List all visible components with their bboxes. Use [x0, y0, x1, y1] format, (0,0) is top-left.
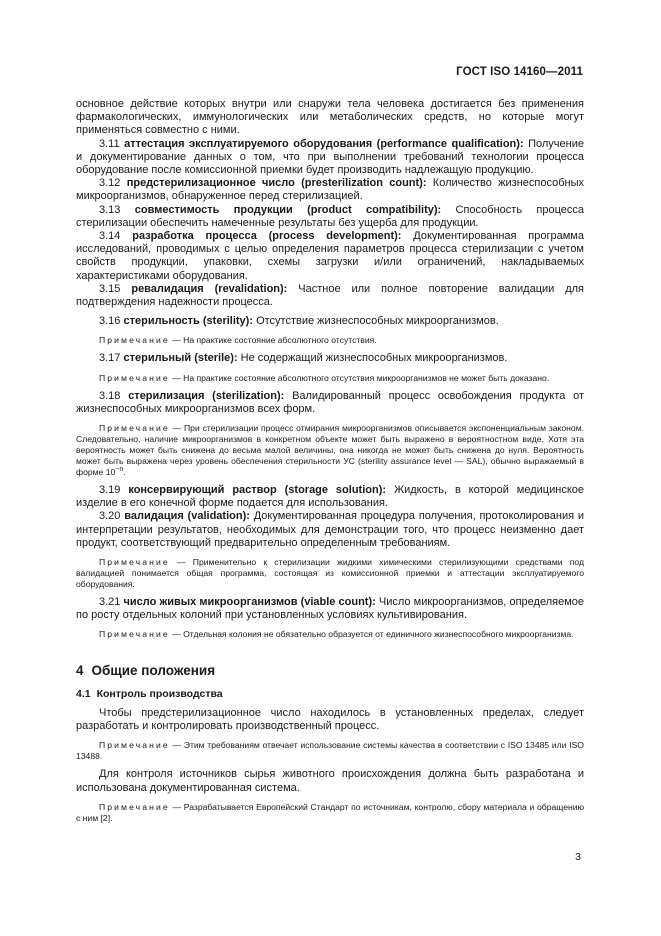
note-3-16: Примечание — На практике состояние абсолютного отсутствия.: [99, 335, 377, 346]
paragraph-4-1-a: Чтобы предстерилизационное число находилось в установленных пределах, следует разработать и контролировать производственный процесс.: [76, 706, 584, 733]
term-3-11: 3.11 аттестация эксплуатируемого оборудования (performance qualification): Получение и документирование данных о том, что при выполнении требований технологии процесса оборудование после комиссионной приемки будет производить надлежащую продукцию.: [76, 137, 584, 177]
subsection-4-1-heading: 4.1 Контроль производства: [76, 687, 223, 700]
page-number: 3: [575, 851, 581, 863]
section-4-heading: 4 Общие положения: [76, 663, 216, 679]
note-3-17: Примечание — На практике состояние абсолютного отсутствия микроорганизмов не может быть доказано.: [99, 372, 550, 383]
term-3-16: 3.16 стерильность (sterility): Отсутствие жизнеспособных микроорганизмов.: [99, 315, 499, 328]
term-3-14: 3.14 разработка процесса (process development): Документированная программа исследований, проводимых с целью определения параметров процесса стерилизации с учетом свойств продукции, упаковки, схемы загрузки и/или ограничений, накладываемых характеристиками оборудования.: [76, 230, 584, 282]
term-3-15: 3.15 ревалидация (revalidation): Частное или полное повторение валидации для подтверждения надежности процесса.: [76, 282, 585, 309]
term-3-13: 3.13 совместимость продукции (product compatibility): Способность процесса стерилизации обеспечить намеченные результаты без ущерба для продукции.: [76, 203, 584, 229]
term-3-17: 3.17 стерильный (sterile): Не содержащий жизнеспособных микроорганизмов.: [99, 352, 508, 365]
term-3-19: 3.19 консервирующий раствор (storage solution): Жидкость, в которой медицинское изделие в его конечной форме подается для использования.: [76, 484, 585, 510]
term-3-18: 3.18 стерилизация (sterilization): Валидированный процесс освобождения продукта от жизнеспособных микроорганизмов всех форм.: [76, 389, 585, 415]
note-3-21: Примечание — Отдельная колония не обязательно образуется от единичного жизнеспособного микроорганизма.: [99, 629, 574, 640]
note-4-1-b: Примечание — Разрабатывается Европейский Стандарт по источникам, контролю, сбору материала и обращению с ним [2].: [76, 801, 585, 823]
term-3-21: 3.21 число живых микроорганизмов (viable count): Число микроорганизмов, определяемое по росту отдельных колоний при установленных условиях культивирования.: [76, 596, 584, 622]
term-3-12: 3.12 предстерилизационное число (presterilization count): Количество жизнеспособных микроорганизмов, обнаруженное перед стерилизацией.: [76, 177, 584, 203]
term-3-20: 3.20 валидация (validation): Документированная процедура получения, протоколирования и интерпретации результатов, необходимых для демонстрации того, что процесс неизменно дает продукт, соответствующий предварительно определенным требованиям.: [76, 510, 585, 549]
intro-paragraph: основное действие которых внутри или снаружи тела человека достигается без применения фармакологических, иммунологических или метаболических средств, но которые могут применяться совместно с ними.: [76, 98, 584, 137]
note-3-18: Примечание — При стерилизации процесс отмирания микроорганизмов описывается экспоненциальным законом. Следовательно, наличие микроорганизмов в конкретном объекте может быть выражено в вероятностном виде. Хотя эта вероятность может быть снижена до весьма малой величины, она никогда не может быть снижена до нуля. Вероятность может быть выражена через уровень обеспечения стерильности УС (sterility assurance level — SAL), обычно выражаемый в форме $10^{-n}$.: [76, 423, 584, 478]
paragraph-4-1-b: Для контроля источников сырья животного происхождения должна быть разработана и использована документированная система.: [76, 768, 584, 794]
note-4-1-a: Примечание — Этим требованиям отвечает использование системы качества в соответствии с ISO 13485 или ISO 13488.: [76, 740, 584, 762]
page-body: [76, 98, 584, 830]
note-3-20: Примечание — Применительно к стерилизации жидкими химическими стерилизующими средствами под валидацией понимается общая программа, состоящая из комиссионной приемки и аттестации эксплуатируемого оборудования.: [76, 557, 584, 590]
document-header: ГОСТ ISO 14160—2011: [456, 66, 583, 78]
